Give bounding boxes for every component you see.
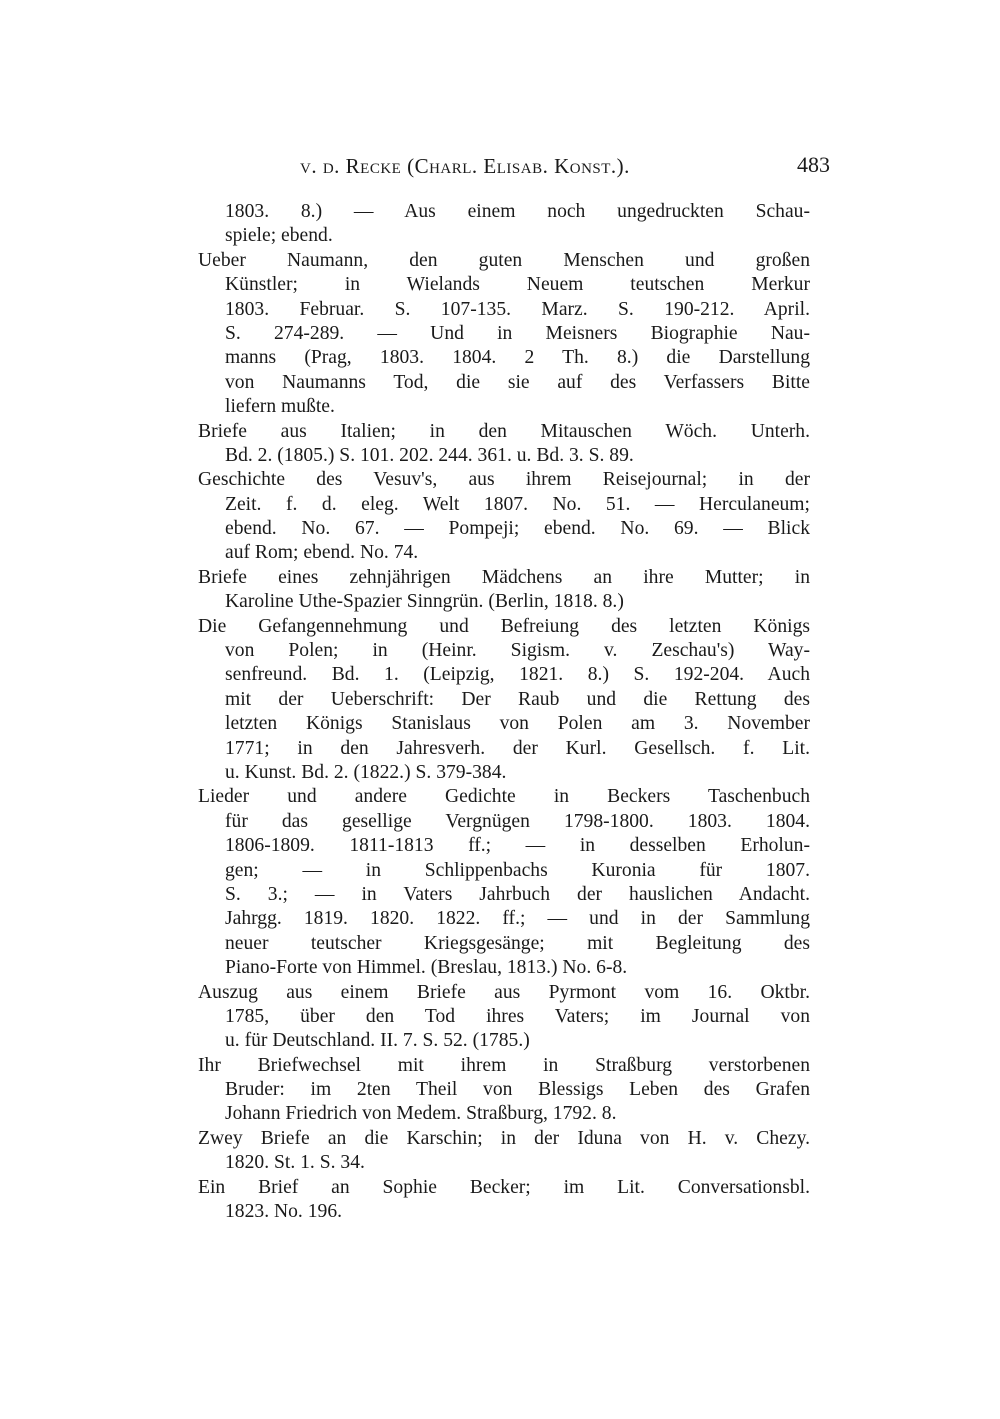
text-line: 1803. 8.) — Aus einem noch ungedruckten Schau- [225,201,810,222]
text-line: von Naumanns Tod, die sie auf des Verfassers Bitte [225,371,810,393]
text-line: Künstler; in Wielands Neuem teutschen Merkur [225,274,810,296]
text-line: Johann Friedrich von Medem. Straßburg, 1792. 8. [225,1103,617,1125]
text-line: Zeit. f. d. eleg. Welt 1807. No. 51. — Herculaneum; [225,493,810,515]
bibliography-text [198,200,810,1224]
text-line: Ein Brief an Sophie Becker; im Lit. Conversationsbl. [198,1176,810,1198]
text-line: Lieder und andere Gedichte in Beckers Taschenbuch [198,786,810,808]
text-line: spiele; ebend. [225,225,333,247]
text-line: manns (Prag, 1803. 1804. 2 Th. 8.) die Darstellung [225,347,810,369]
text-line: gen; — in Schlippenbachs Kuronia für 1807. [225,859,810,881]
text-line: ebend. No. 67. — Pompeji; ebend. No. 69. — Blick [225,518,810,540]
text-line: Ihr Briefwechsel mit ihrem in Straßburg verstorbenen [198,1054,810,1076]
text-line: liefern mußte. [225,396,335,418]
text-line: 1803. Februar. S. 107-135. Marz. S. 190-212. April. [225,298,810,320]
text-line: S. 274-289. — Und in Meisners Biographie Nau- [225,322,810,344]
text-line: Bruder: im 2ten Theil von Blessigs Leben des Grafen [225,1079,810,1101]
page-number: 483 [797,152,830,177]
text-line: für das gesellige Vergnügen 1798-1800. 1803. 1804. [225,810,810,832]
text-line: u. für Deutschland. II. 7. S. 52. (1785.) [225,1030,530,1052]
text-line: S. 3.; — in Vaters Jahrbuch der hauslichen Andacht. [225,883,810,905]
text-line: u. Kunst. Bd. 2. (1822.) S. 379-384. [225,761,507,783]
text-line: Ueber Naumann, den guten Menschen und großen [198,249,810,271]
text-line: Geschichte des Vesuv's, aus ihrem Reisejournal; in der [198,469,810,491]
text-line: Auszug aus einem Briefe aus Pyrmont vom 16. Oktbr. [198,981,810,1003]
text-line: Die Gefangennehmung und Befreiung des letzten Königs [198,615,810,637]
text-line: 1771; in den Jahresverh. der Kurl. Gesellsch. f. Lit. [225,737,810,759]
text-line: neuer teutscher Kriegsgesänge; mit Begleitung des [225,932,810,954]
text-line: 1823. No. 196. [225,1201,343,1223]
text-line: 1785, über den Tod ihres Vaters; im Journal von [225,1005,810,1027]
text-line: Piano-Forte von Himmel. (Breslau, 1813.) No. 6-8. [225,957,628,979]
running-head: v. d. Recke (Charl. Elisab. Konst.). [300,154,630,178]
text-line: 1820. St. 1. S. 34. [225,1152,365,1174]
text-line: senfreund. Bd. 1. (Leipzig, 1821. 8.) S. 192-204. Auch [225,664,810,686]
page-header [300,154,830,184]
text-line: Jahrgg. 1819. 1820. 1822. ff.; — und in der Sammlung [225,908,810,930]
text-line: Karoline Uthe-Spazier Sinngrün. (Berlin, 1818. 8.) [225,591,624,613]
text-line: mit der Ueberschrift: Der Raub und die Rettung des [225,688,810,710]
text-line: Bd. 2. (1805.) S. 101. 202. 244. 361. u. Bd. 3. S. 89. [225,444,634,466]
text-line: 1806-1809. 1811-1813 ff.; — in desselben Erholun- [225,835,810,857]
text-line: Briefe eines zehnjährigen Mädchens an ihre Mutter; in [198,566,810,588]
text-line: auf Rom; ebend. No. 74. [225,542,419,564]
text-line: von Polen; in (Heinr. Sigism. v. Zeschau's) Way- [225,640,810,662]
text-line: letzten Königs Stanislaus von Polen am 3. November [225,713,810,735]
text-line: Zwey Briefe an die Karschin; in der Iduna von H. v. Chezy. [198,1127,810,1149]
text-line: Briefe aus Italien; in den Mitauschen Wöch. Unterh. [198,420,810,442]
